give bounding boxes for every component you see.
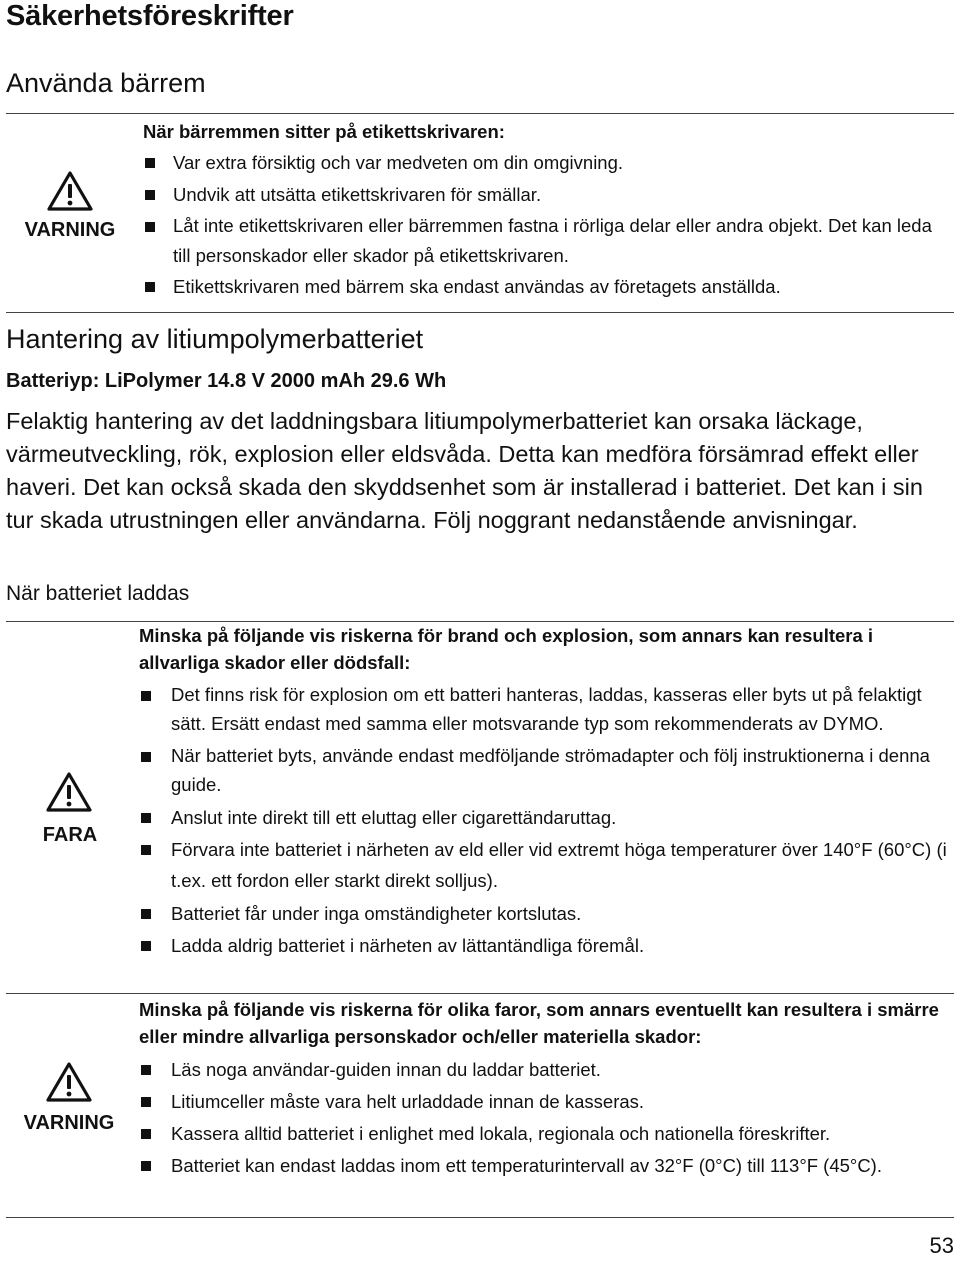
warning-content — [143, 117, 953, 303]
danger-lead: Minska på följande vis riskerna för brand och explosion, som annars kan resultera i allvarliga skador eller dödsfall: — [139, 625, 874, 673]
list-item: Läs noga användar-guiden innan du laddar batteriet. — [139, 1054, 951, 1086]
list-item: Förvara inte batteriet i närheten av eld eller vid extremt höga temperaturer över 140°F (60°C) (i t.ex. ett fordon eller starkt direkt solljus). — [139, 834, 951, 896]
danger-label: FARA — [42, 824, 98, 846]
warning-lead: Minska på följande vis riskerna för olika faror, som annars eventuellt kan resultera i smärre eller mindre allvarliga personskador och/eller materiella skador: — [139, 999, 939, 1047]
page-title: Säkerhetsföreskrifter — [6, 0, 294, 32]
warning-list — [139, 1054, 951, 1182]
list-item: Anslut inte direkt till ett eluttag eller cigarettändaruttag. — [139, 802, 951, 834]
list-item: Etikettskrivaren med bärrem ska endast användas av företagets anställda. — [143, 271, 953, 303]
list-item: Var extra försiktig och var medveten om din omgivning. — [143, 147, 953, 179]
battery-type: Batteriyp: LiPolymer 14.8 V 2000 mAh 29.6 Wh — [6, 370, 447, 392]
battery-paragraph: Felaktig hantering av det laddningsbara litiumpolymerbatteriet kan orsaka läckage, värmeutveckling, rök, explosion eller eldsvåda. Detta kan medföra försämrad effekt eller haveri. Det kan också skada den skyddsenhet som är installerad i batteriet. Det kan i sin tur skada utrustningen eller användarna. Följ noggrant nedanstående anvisningar. — [6, 408, 923, 533]
list-item: Undvik att utsätta etikettskrivaren för smällar. — [143, 179, 953, 211]
subheading-charging: När batteriet laddas — [6, 582, 190, 605]
warning-list — [143, 147, 953, 303]
danger-list — [139, 680, 951, 962]
warning-lead: När bärremmen sitter på etikettskrivaren: — [143, 121, 505, 142]
page-number: 53 — [929, 1233, 954, 1258]
list-item: Kassera alltid batteriet i enlighet med lokala, regionala och nationella föreskrifter. — [139, 1118, 951, 1150]
warning-content — [139, 996, 951, 1182]
divider — [6, 312, 954, 313]
list-item: Batteriet får under inga omständigheter kortslutas. — [139, 898, 951, 930]
section-heading-battery: Hantering av litiumpolymerbatteriet — [6, 324, 424, 354]
warning-label: VARNING — [24, 219, 116, 241]
section-heading-carry-strap: Använda bärrem — [6, 68, 206, 98]
list-item: Låt inte etikettskrivaren eller bärremmen fastna i rörliga delar eller andra objekt. Det kan leda till personskador eller skador på etikettskrivaren. — [143, 211, 953, 271]
danger-content — [139, 622, 951, 962]
warning-triangle-icon — [47, 171, 93, 211]
list-item: Det finns risk för explosion om ett batteri hanteras, laddas, kasseras eller byts ut på felaktigt sätt. Ersätt endast med samma eller motsvarande typ som rekommenderats av DYMO. — [139, 680, 951, 738]
warning-triangle-icon — [46, 772, 92, 812]
list-item: Litiumceller måste vara helt urladdade innan de kasseras. — [139, 1086, 951, 1118]
warning-label: VARNING — [23, 1112, 115, 1134]
divider — [6, 1217, 954, 1218]
divider — [6, 993, 954, 994]
list-item: Batteriet kan endast laddas inom ett temperaturintervall av 32°F (0°C) till 113°F (45°C). — [139, 1150, 951, 1182]
divider — [6, 113, 954, 114]
list-item: När batteriet byts, använde endast medföljande strömadapter och följ instruktionerna i denna guide. — [139, 741, 951, 799]
warning-triangle-icon — [46, 1062, 92, 1102]
list-item: Ladda aldrig batteriet i närheten av lättantändliga föremål. — [139, 930, 951, 962]
